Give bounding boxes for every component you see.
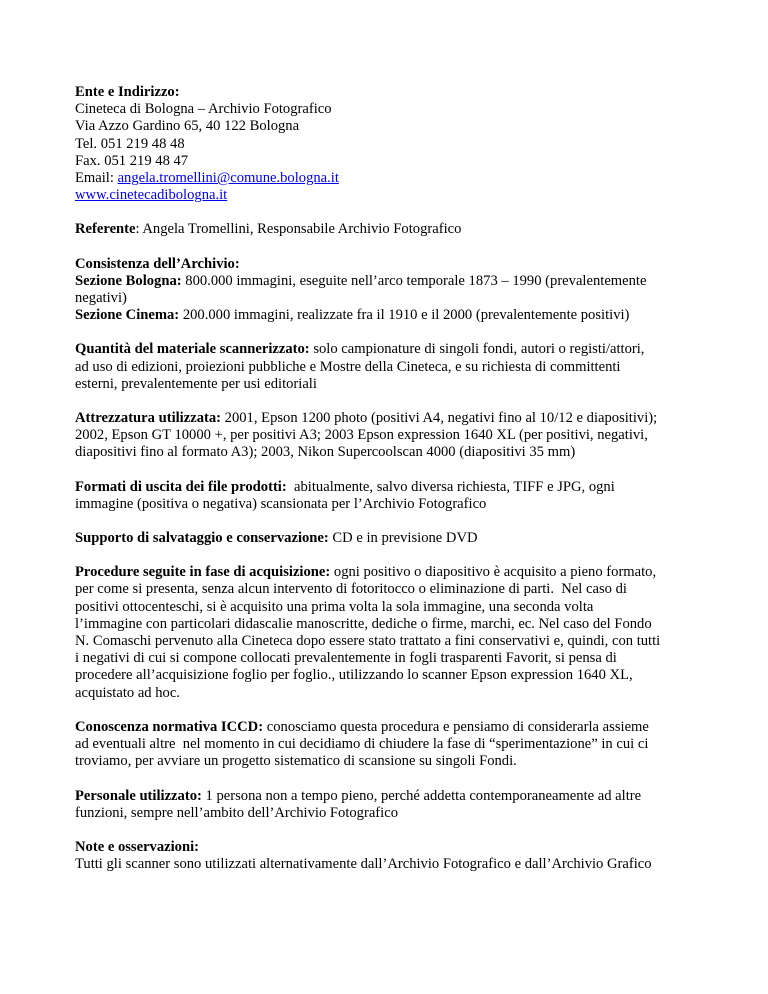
formati-text-2: immagine (positiva o negativa) scansionata per l’Archivio Fotografico — [75, 495, 487, 512]
procedure-text-1: ogni positivo o diapositivo è acquisito a pieno formato, — [330, 564, 657, 581]
attrezzatura-text-2: 2002, Epson GT 10000 +, per positivi A3; 2003 Epson expression 1640 XL (per positivi, negativi, — [75, 427, 648, 444]
personale-text-2: funzioni, sempre nell’ambito dell’Archivio Fotografico — [75, 804, 399, 821]
procedure-text-2: per come si presenta, senza alcun intervento di fotoritocco o eliminazione di parti. Nel caso di — [75, 581, 627, 598]
note-text: Tutti gli scanner sono utilizzati alternativamente dall’Archivio Fotografico e dall’Archivio Grafico — [75, 856, 652, 873]
procedure-label: Procedure seguite in fase di acquisizione: — [75, 564, 331, 581]
supporto-text: CD e in previsione DVD — [328, 530, 478, 547]
website-link[interactable]: www.cinetecadibologna.it — [75, 187, 228, 204]
personale-label: Personale utilizzato: — [75, 787, 202, 804]
ente-heading: Ente e Indirizzo: — [75, 84, 180, 100]
conoscenza-text-1: conosciamo questa procedura e pensiamo di considerarla assieme — [263, 718, 649, 735]
section-referente — [75, 221, 715, 238]
conoscenza-label: Conoscenza normativa ICCD: — [75, 718, 264, 735]
sezione-cinema-text: 200.000 immagini, realizzate fra il 1910 e il 2000 (prevalentemente positivi) — [179, 307, 630, 324]
consistenza-heading: Consistenza dell’Archivio: — [75, 255, 240, 272]
sezione-cinema-label: Sezione Cinema: — [75, 307, 180, 324]
procedure-text-7: procedere all’acquisizione foglio per foglio., utilizzando lo scanner Epson expression 1640 XL, — [75, 667, 633, 684]
section-ente — [75, 84, 715, 204]
email-label: Email: — [75, 170, 118, 187]
ente-address: Via Azzo Gardino 65, 40 122 Bologna — [75, 118, 300, 135]
conoscenza-text-2: ad eventuali altre nel momento in cui decidiamo di chiudere la fase di “sperimentazione” in cui ci — [75, 736, 649, 753]
procedure-text-8: acquistato ad hoc. — [75, 684, 180, 701]
section-quantita — [75, 341, 715, 393]
section-formati — [75, 479, 715, 513]
quantita-label: Quantità del materiale scannerizzato: — [75, 341, 310, 358]
section-procedure — [75, 564, 715, 702]
procedure-text-3: positivi ottocenteschi, si è acquisito una prima volta la sola immagine, una seconda volta — [75, 598, 594, 615]
document-page — [75, 84, 715, 890]
section-supporto — [75, 530, 715, 547]
referente-label: Referente — [75, 221, 136, 238]
procedure-text-5: N. Comaschi pervenuto alla Cineteca dopo essere stato trattato a fini conservativi e, quindi, con tutti — [75, 633, 661, 650]
section-attrezzatura — [75, 410, 715, 462]
quantita-text-3: esterni, prevalentemente per usi editoriali — [75, 375, 317, 392]
section-personale — [75, 788, 715, 822]
quantita-text-2: ad uso di edizioni, proiezioni pubbliche e Mostre della Cineteca, e su richiesta di committenti — [75, 358, 621, 375]
personale-text-1: 1 persona non a tempo pieno, perché addetta contemporaneamente ad altre — [201, 787, 642, 804]
attrezzatura-label: Attrezzatura utilizzata: — [75, 410, 222, 427]
ente-tel: Tel. 051 219 48 48 — [75, 135, 185, 152]
note-heading: Note e osservazioni: — [75, 838, 200, 855]
referente-text: : Angela Tromellini, Responsabile Archivio Fotografico — [135, 221, 462, 238]
ente-name: Cineteca di Bologna – Archivio Fotografico — [75, 101, 332, 118]
attrezzatura-text-1: 2001, Epson 1200 photo (positivi A4, negativi fino al 10/12 e diapositivi); — [221, 410, 658, 427]
section-note — [75, 839, 715, 873]
conoscenza-text-3: troviamo, per avviare un progetto sistematico di scansione su singoli Fondi. — [75, 753, 517, 770]
section-consistenza — [75, 256, 715, 325]
formati-label: Formati di uscita dei file prodotti: — [75, 478, 287, 495]
sezione-bologna-text-2: negativi) — [75, 290, 127, 307]
section-conoscenza — [75, 719, 715, 771]
email-link[interactable]: angela.tromellini@comune.bologna.it — [117, 170, 339, 187]
sezione-bologna-text: 800.000 immagini, eseguite nell’arco temporale 1873 – 1990 (prevalentemente — [181, 272, 647, 289]
quantita-text-1: solo campionature di singoli fondi, autori o registi/attori, — [309, 341, 645, 358]
supporto-label: Supporto di salvataggio e conservazione: — [75, 530, 329, 547]
ente-fax: Fax. 051 219 48 47 — [75, 152, 189, 169]
procedure-text-6: i negativi di cui si compone collocati prevalentemente in fogli trasparenti Favorit, si pensa di — [75, 650, 617, 667]
sezione-bologna-label: Sezione Bologna: — [75, 272, 182, 289]
procedure-text-4: l’immagine con particolari didascalie manoscritte, dediche o firme, marchi, ec. Nel caso del Fondo — [75, 615, 652, 632]
attrezzatura-text-3: diapositivi fino al formato A3); 2003, Nikon Supercoolscan 4000 (diapositivi 35 mm) — [75, 444, 576, 461]
formati-text-1: abitualmente, salvo diversa richiesta, TIFF e JPG, ogni — [286, 478, 615, 495]
